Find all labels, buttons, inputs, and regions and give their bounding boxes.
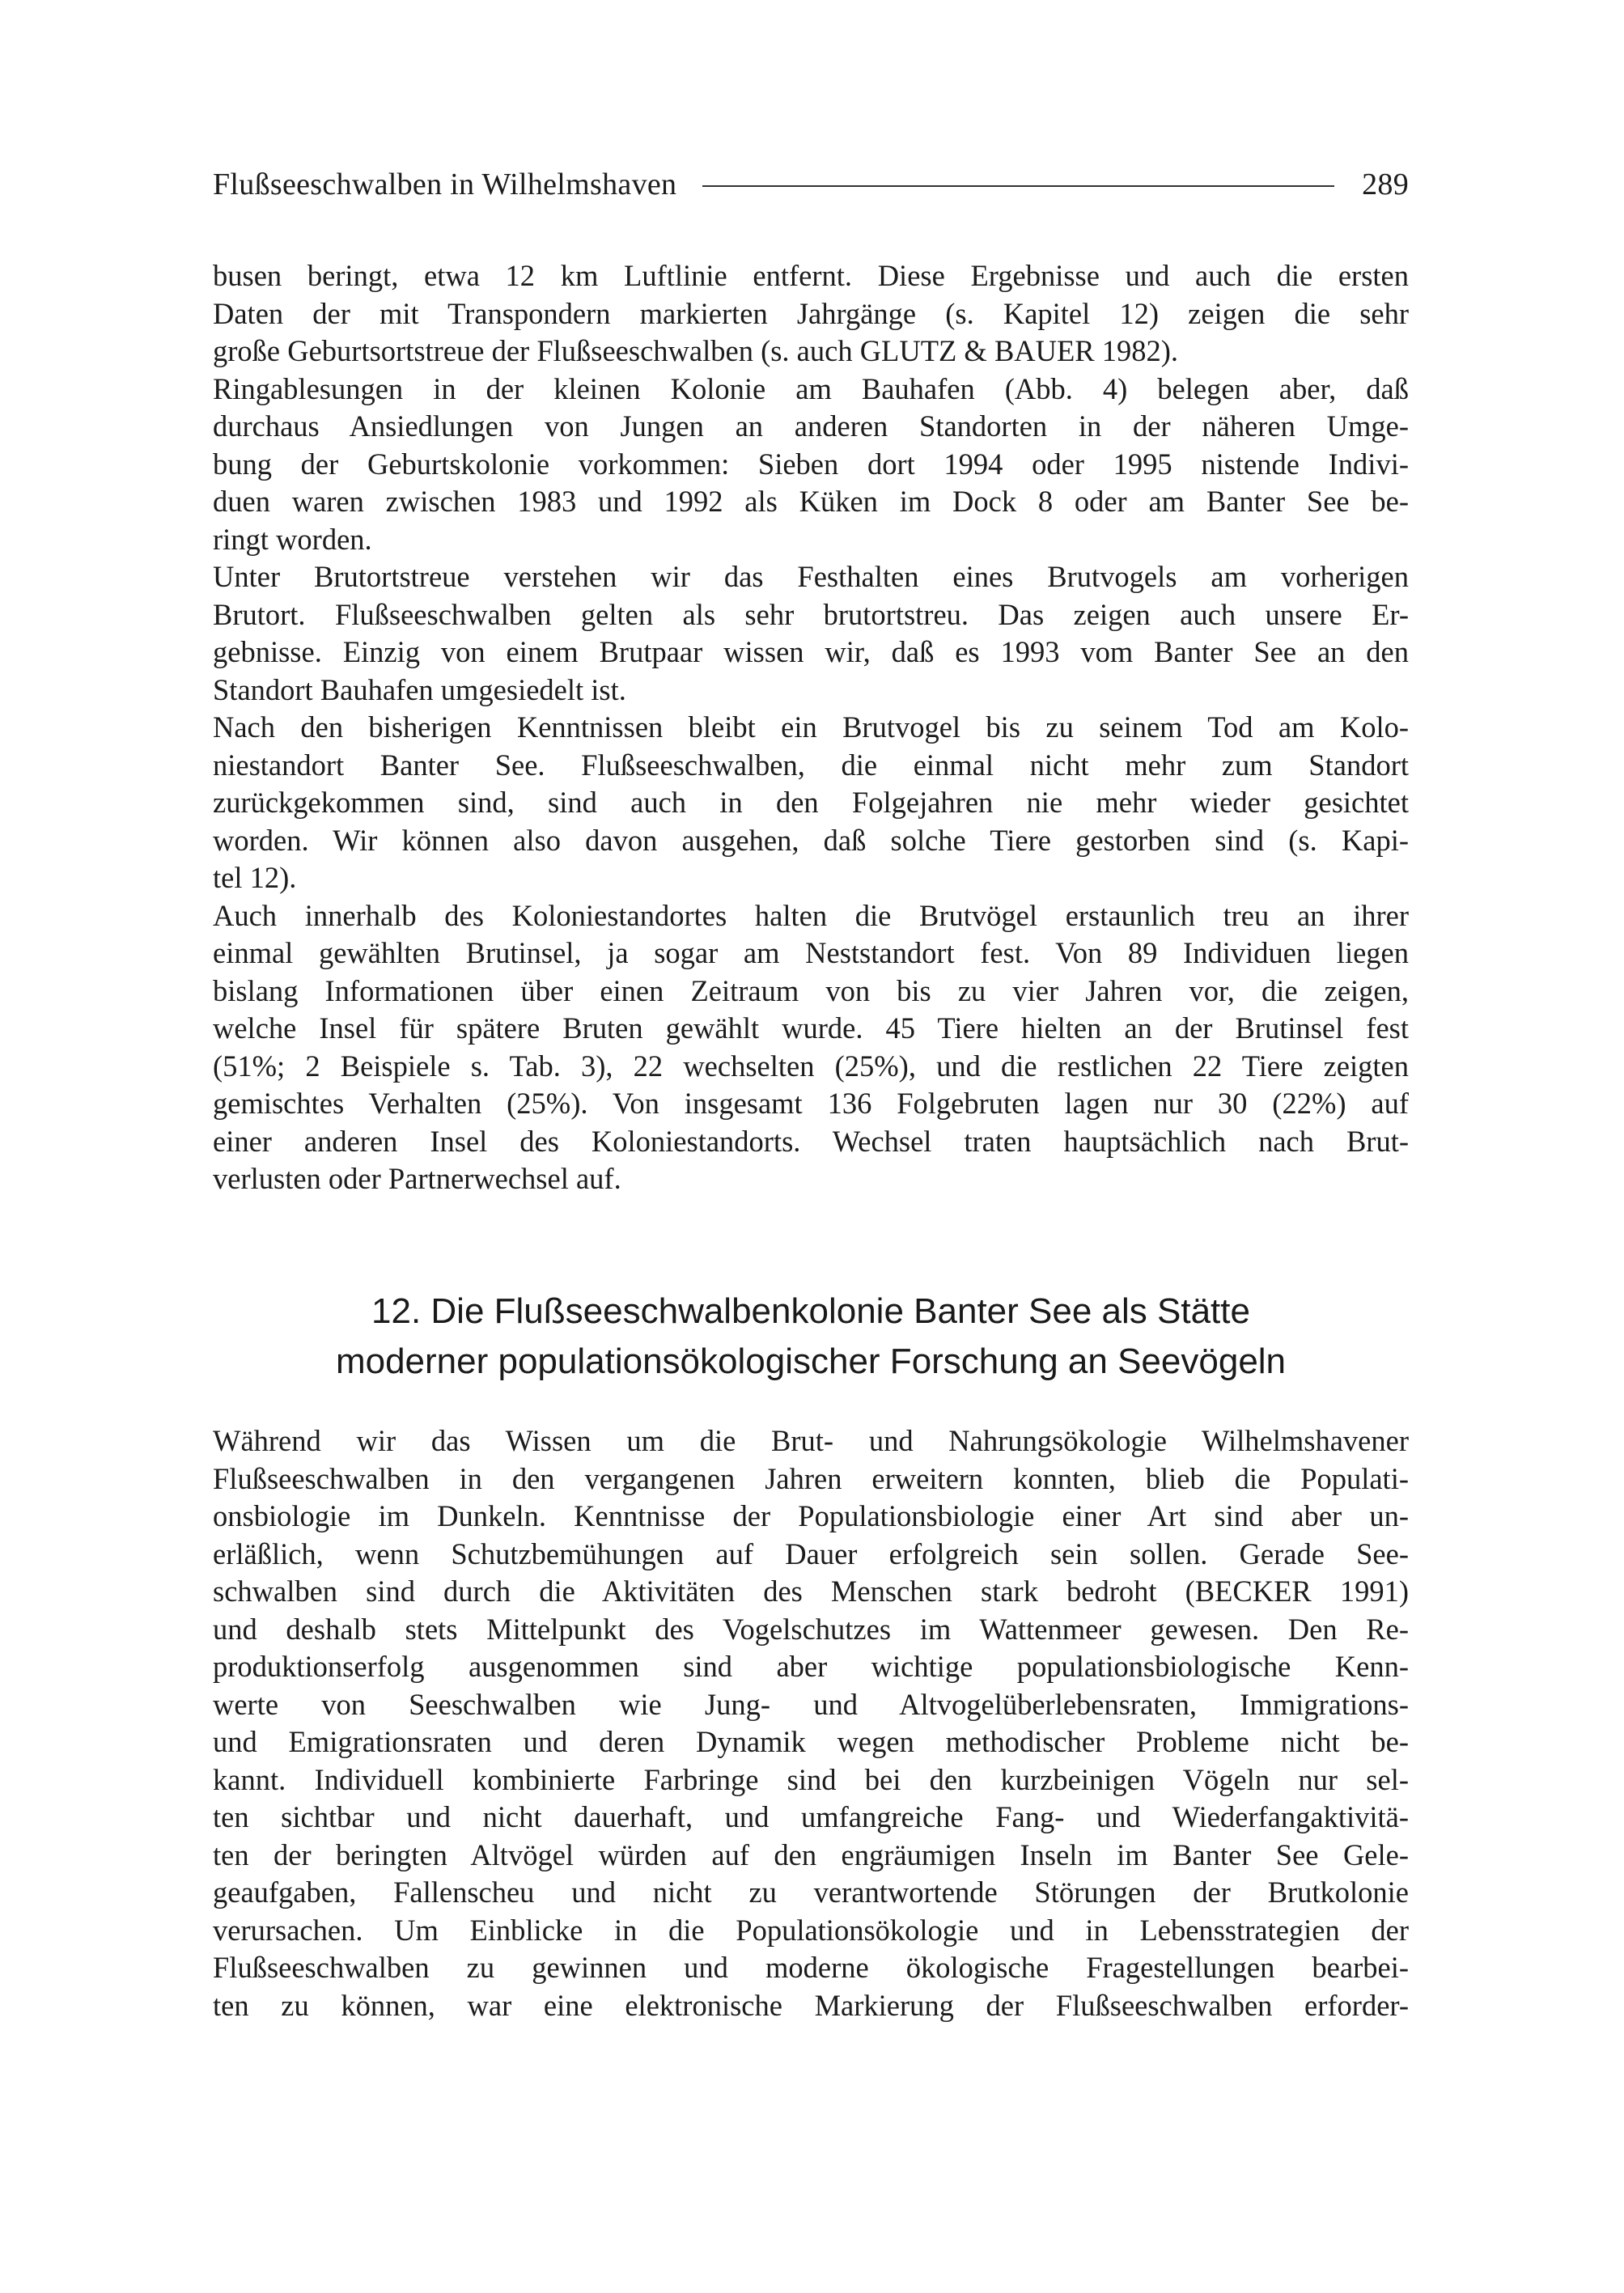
text-line: Nach den bisherigen Kenntnissen bleibt ein Brutvogel bis zu seinem Tod am Kolo-	[213, 710, 1409, 744]
section-heading-line: moderner populationsökologischer Forschung an Seevögeln	[335, 1341, 1287, 1381]
text-line: und Emigrationsraten und deren Dynamik wegen methodischer Probleme nicht be-	[213, 1725, 1409, 1758]
text-line: Standort Bauhafen umgesiedelt ist.	[213, 672, 626, 706]
text-line: Flußseeschwalben in den vergangenen Jahren erweitern konnten, blieb die Populati-	[213, 1461, 1409, 1495]
text-line: niestandort Banter See. Flußseeschwalben, die einmal nicht mehr zum Standort	[213, 748, 1409, 782]
text-line: verlusten oder Partnerwechsel auf.	[213, 1162, 621, 1195]
text-line: bislang Informationen über einen Zeitraum von bis zu vier Jahren vor, die zeigen,	[213, 973, 1409, 1007]
text-line: Ringablesungen in der kleinen Kolonie am Bauhafen (Abb. 4) belegen aber, daß	[213, 371, 1409, 405]
text-line: ten der beringten Altvögel würden auf den engräumigen Inseln im Banter See Gele-	[213, 1837, 1409, 1871]
text-line: onsbiologie im Dunkeln. Kenntnisse der Populationsbiologie einer Art sind aber un-	[213, 1499, 1409, 1532]
text-line: geaufgaben, Fallenscheu und nicht zu verantwortende Störungen der Brutkolonie	[213, 1876, 1409, 1909]
text-line: duen waren zwischen 1983 und 1992 als Küken im Dock 8 oder am Banter See be-	[213, 485, 1409, 518]
body-text-block-2	[213, 1422, 1409, 2024]
text-line: verursachen. Um Einblicke in die Populationsökologie und in Lebensstrategien der	[213, 1913, 1409, 1947]
text-line: gemischtes Verhalten (25%). Von insgesamt 136 Folgebruten lagen nur 30 (22%) auf	[213, 1087, 1409, 1120]
text-line: ten sichtbar und nicht dauerhaft, und umfangreiche Fang- und Wiederfangaktivitä-	[213, 1800, 1409, 1833]
text-line: Flußseeschwalben zu gewinnen und moderne ökologische Fragestellungen bearbei-	[213, 1951, 1409, 1984]
text-line: große Geburtsortstreue der Flußseeschwalben (s. auch GLUTZ & BAUER 1982).	[213, 334, 1179, 367]
header-rule	[702, 185, 1334, 187]
text-line: Während wir das Wissen um die Brut- und Nahrungsökologie Wilhelmshavener	[213, 1424, 1409, 1457]
section-heading	[213, 1286, 1409, 1387]
text-line: durchaus Ansiedlungen von Jungen an anderen Standorten in der näheren Umge-	[213, 409, 1409, 443]
text-line: Daten der mit Transpondern markierten Jahrgänge (s. Kapitel 12) zeigen die sehr	[213, 296, 1409, 330]
text-line: einmal gewählten Brutinsel, ja sogar am Neststandort fest. Von 89 Individuen liegen	[213, 936, 1409, 969]
text-line: produktionserfolg ausgenommen sind aber wichtige populationsbiologische Kenn-	[213, 1650, 1409, 1683]
text-line: ringt worden.	[213, 522, 372, 556]
text-line: und deshalb stets Mittelpunkt des Vogelschutzes im Wattenmeer gewesen. Den Re-	[213, 1612, 1409, 1646]
text-line: worden. Wir können also davon ausgehen, daß solche Tiere gestorben sind (s. Kapi-	[213, 823, 1409, 857]
body-text-block-1	[213, 257, 1409, 1198]
text-line: Brutort. Flußseeschwalben gelten als sehr brutortstreu. Das zeigen auch unsere Er-	[213, 597, 1409, 631]
text-line: (51%; 2 Beispiele s. Tab. 3), 22 wechselten (25%), und die restlichen 22 Tiere zeigten	[213, 1049, 1409, 1083]
section-heading-line: 12. Die Flußseeschwalbenkolonie Banter See als Stätte	[371, 1291, 1250, 1331]
text-line: erläßlich, wenn Schutzbemühungen auf Dauer erfolgreich sein sollen. Gerade See-	[213, 1536, 1409, 1570]
running-header	[213, 162, 1409, 207]
text-line: Unter Brutortstreue verstehen wir das Festhalten eines Brutvogels am vorherigen	[213, 560, 1409, 593]
text-line: Auch innerhalb des Koloniestandortes halten die Brutvögel erstaunlich treu an ihrer	[213, 898, 1409, 932]
running-title: Flußseeschwalben in Wilhelmshaven	[213, 167, 677, 201]
text-line: busen beringt, etwa 12 km Luftlinie entfernt. Diese Ergebnisse und auch die ersten	[213, 259, 1409, 292]
text-line: kannt. Individuell kombinierte Farbringe sind bei den kurzbeinigen Vögeln nur sel-	[213, 1762, 1409, 1796]
text-line: gebnisse. Einzig von einem Brutpaar wissen wir, daß es 1993 vom Banter See an den	[213, 635, 1409, 668]
text-line: zurückgekommen sind, sind auch in den Folgejahren nie mehr wieder gesichtet	[213, 786, 1409, 819]
text-line: schwalben sind durch die Aktivitäten des Menschen stark bedroht (BECKER 1991)	[213, 1575, 1409, 1608]
text-line: tel 12).	[213, 861, 297, 894]
text-line: ten zu können, war eine elektronische Markierung der Flußseeschwalben erforder-	[213, 1988, 1409, 2022]
text-line: bung der Geburtskolonie vorkommen: Sieben dort 1994 oder 1995 nistende Indivi-	[213, 447, 1409, 481]
text-line: welche Insel für spätere Bruten gewählt wurde. 45 Tiere hielten an der Brutinsel fest	[213, 1011, 1409, 1045]
page-number: 289	[1362, 167, 1409, 201]
text-line: einer anderen Insel des Koloniestandorts. Wechsel traten hauptsächlich nach Brut-	[213, 1124, 1409, 1158]
text-line: werte von Seeschwalben wie Jung- und Altvogelüberlebensraten, Immigrations-	[213, 1687, 1409, 1721]
